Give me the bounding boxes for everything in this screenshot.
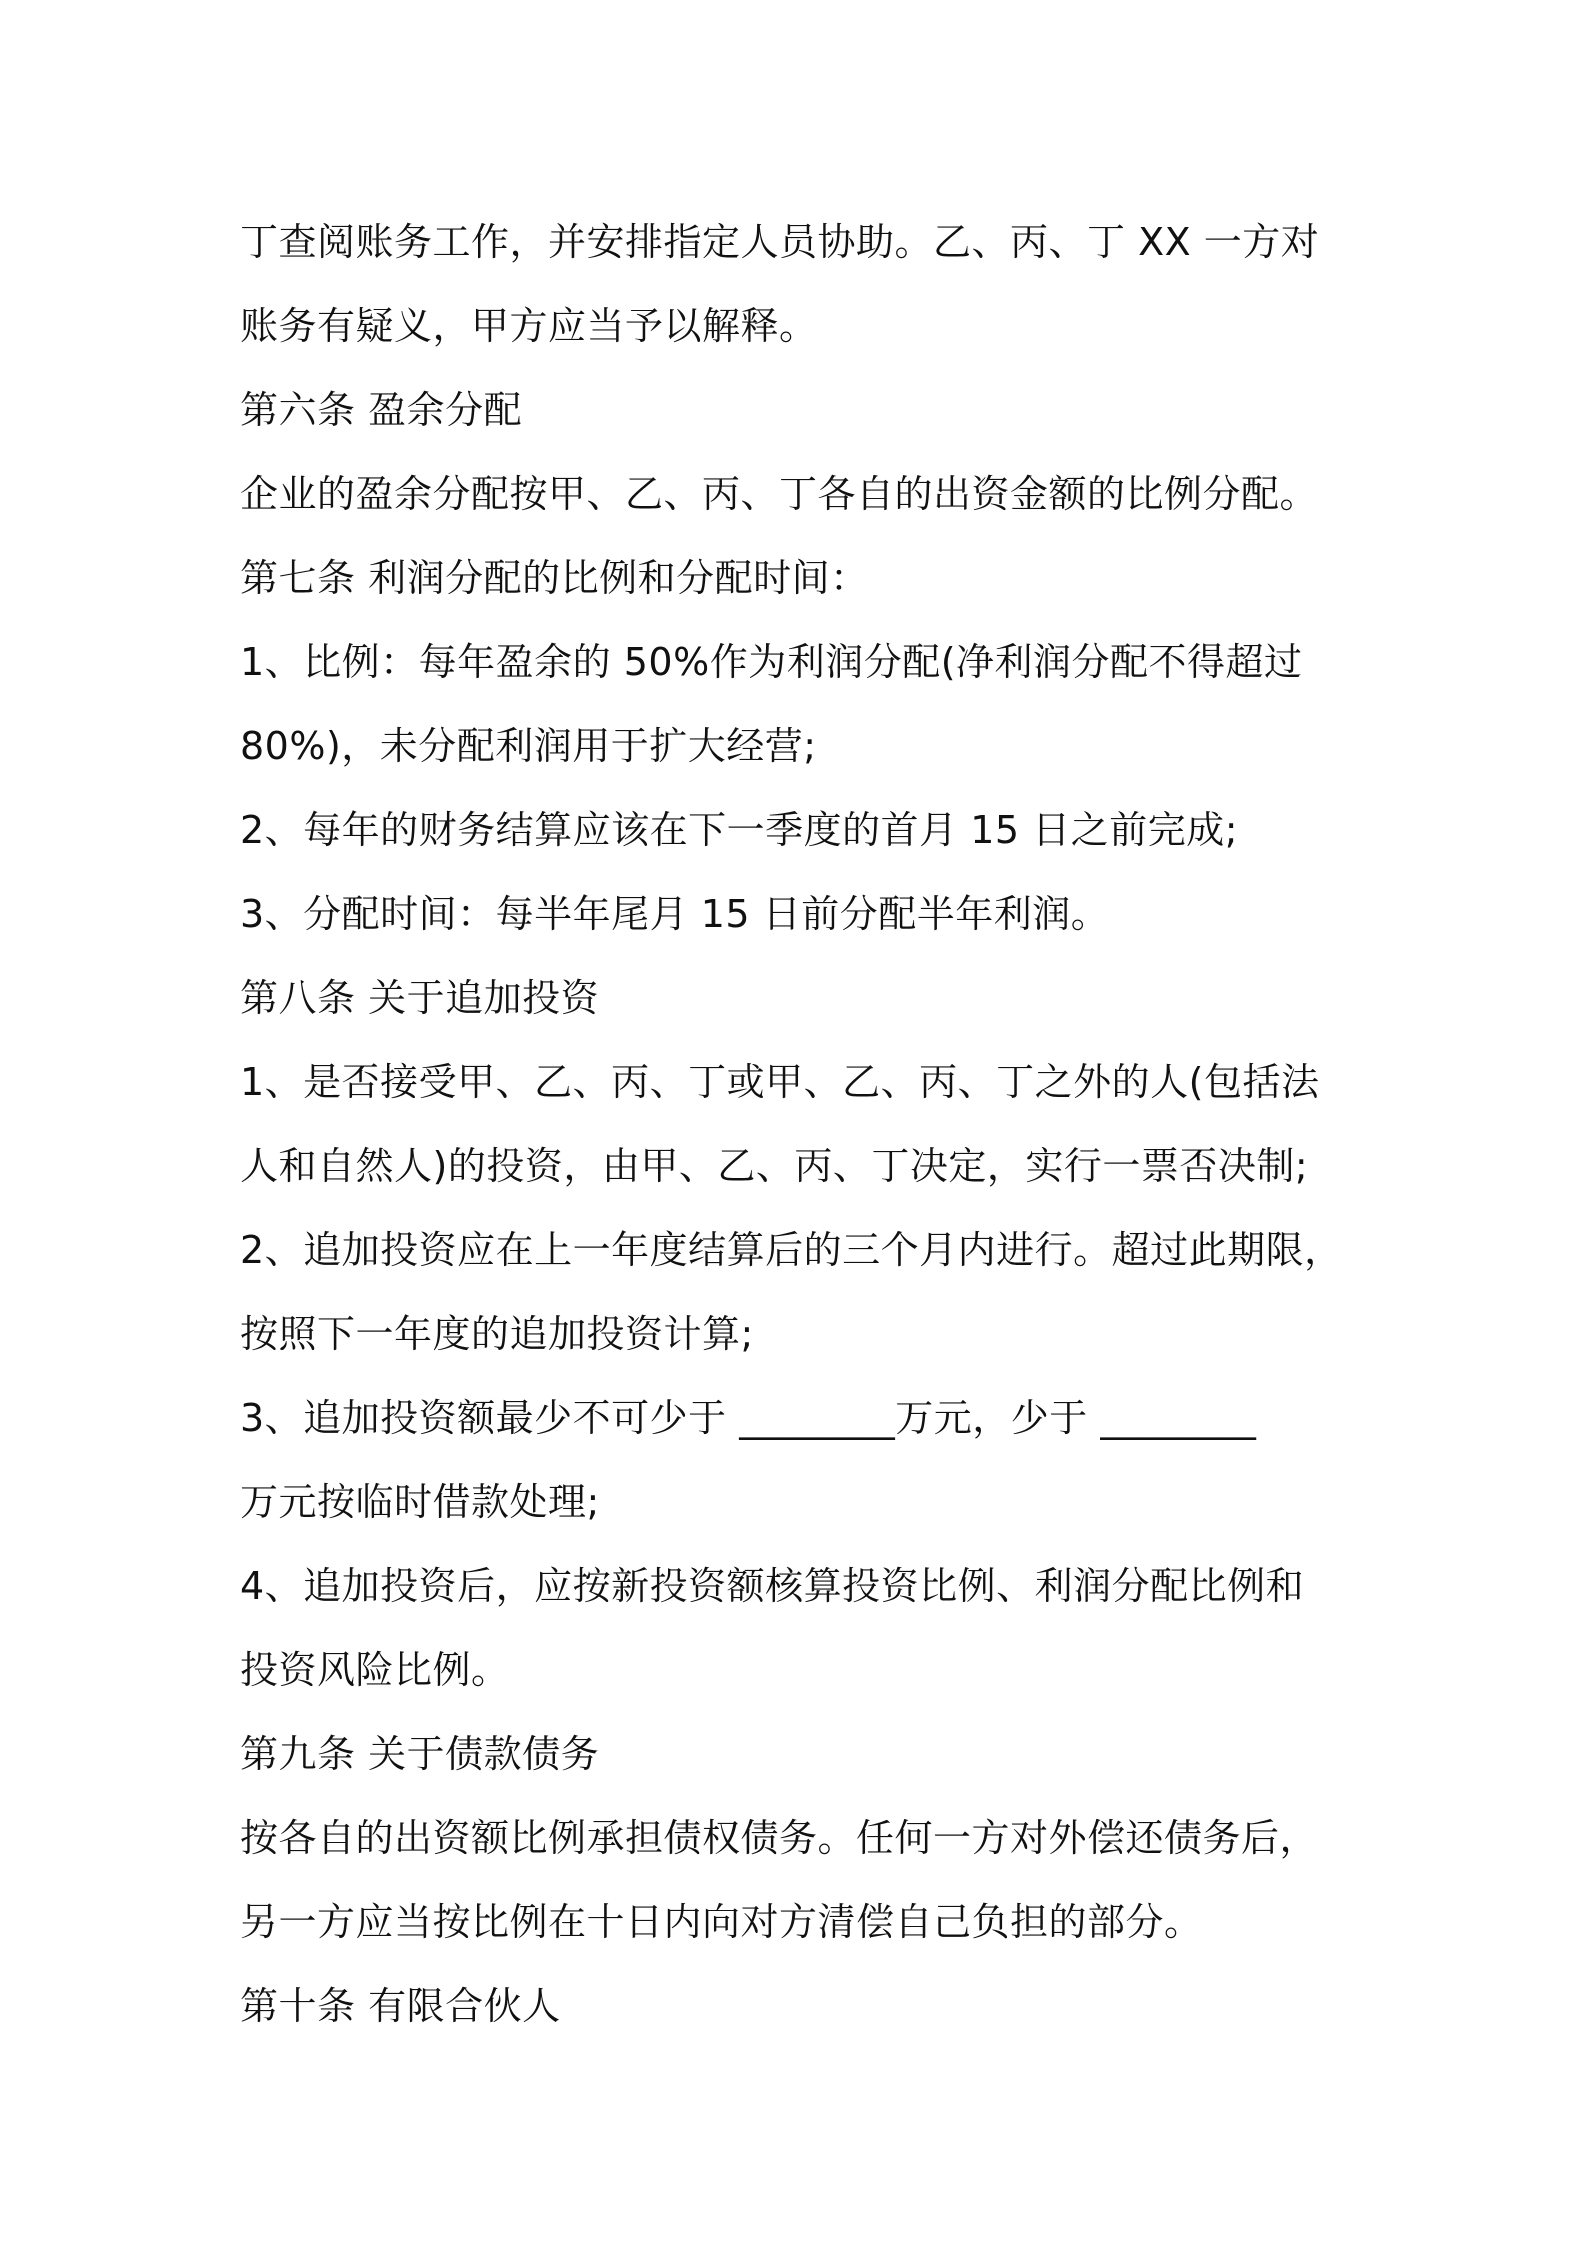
text-line: 按各自的出资额比例承担债权债务。任何一方对外偿还债务后， [240,1816,1319,1860]
text-line: 投资风险比例。 [240,1648,510,1692]
list-item: 4、追加投资后，应按新投资额核算投资比例、利润分配比例和 [240,1564,1305,1608]
list-item: 3、分配时间：每半年尾月 15 日前分配半年利润。 [240,892,1110,936]
text-line: 丁查阅账务工作，并安排指定人员协助。乙、丙、丁 XX 一方对 [240,220,1320,264]
text-line: 账务有疑义，甲方应当予以解释。 [240,304,818,348]
text-line: 按照下一年度的追加投资计算; [240,1312,754,1356]
list-item: 3、追加投资额最少不可少于 ________万元，少于 ________ [240,1396,1257,1440]
list-item: 1、比例：每年盈余的 50%作为利润分配(净利润分配不得超过 [240,640,1303,684]
text-line: 80%)，未分配利润用于扩大经营; [240,724,817,768]
list-item: 1、是否接受甲、乙、丙、丁或甲、乙、丙、丁之外的人(包括法 [240,1060,1320,1104]
text-line: 人和自然人)的投资，由甲、乙、丙、丁决定，实行一票否决制; [240,1144,1309,1188]
text-line: 万元按临时借款处理; [240,1480,600,1524]
article-heading: 第七条 利润分配的比例和分配时间： [240,556,869,600]
article-heading: 第九条 关于债款债务 [240,1732,600,1776]
list-item: 2、追加投资应在上一年度结算后的三个月内进行。超过此期限， [240,1228,1343,1272]
article-heading: 第十条 有限合伙人 [240,1984,561,2028]
text-line: 企业的盈余分配按甲、乙、丙、丁各自的出资金额的比例分配。 [240,472,1319,516]
article-heading: 第六条 盈余分配 [240,388,523,432]
document-body [240,200,1380,2048]
article-heading: 第八条 关于追加投资 [240,976,600,1020]
text-line: 另一方应当按比例在十日内向对方清偿自己负担的部分。 [240,1900,1203,1944]
list-item: 2、每年的财务结算应该在下一季度的首月 15 日之前完成; [240,808,1238,852]
